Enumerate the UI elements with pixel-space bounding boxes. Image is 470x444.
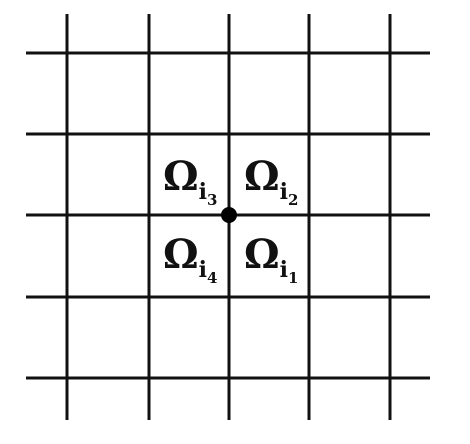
cell-omega-i2: Ωi2 bbox=[244, 153, 299, 209]
central-node-dot bbox=[221, 207, 237, 223]
cell-omega-i4: Ωi4 bbox=[163, 231, 218, 287]
cell-omega-i3: Ωi3 bbox=[163, 153, 218, 209]
cell-omega-i1: Ωi1 bbox=[244, 231, 299, 287]
